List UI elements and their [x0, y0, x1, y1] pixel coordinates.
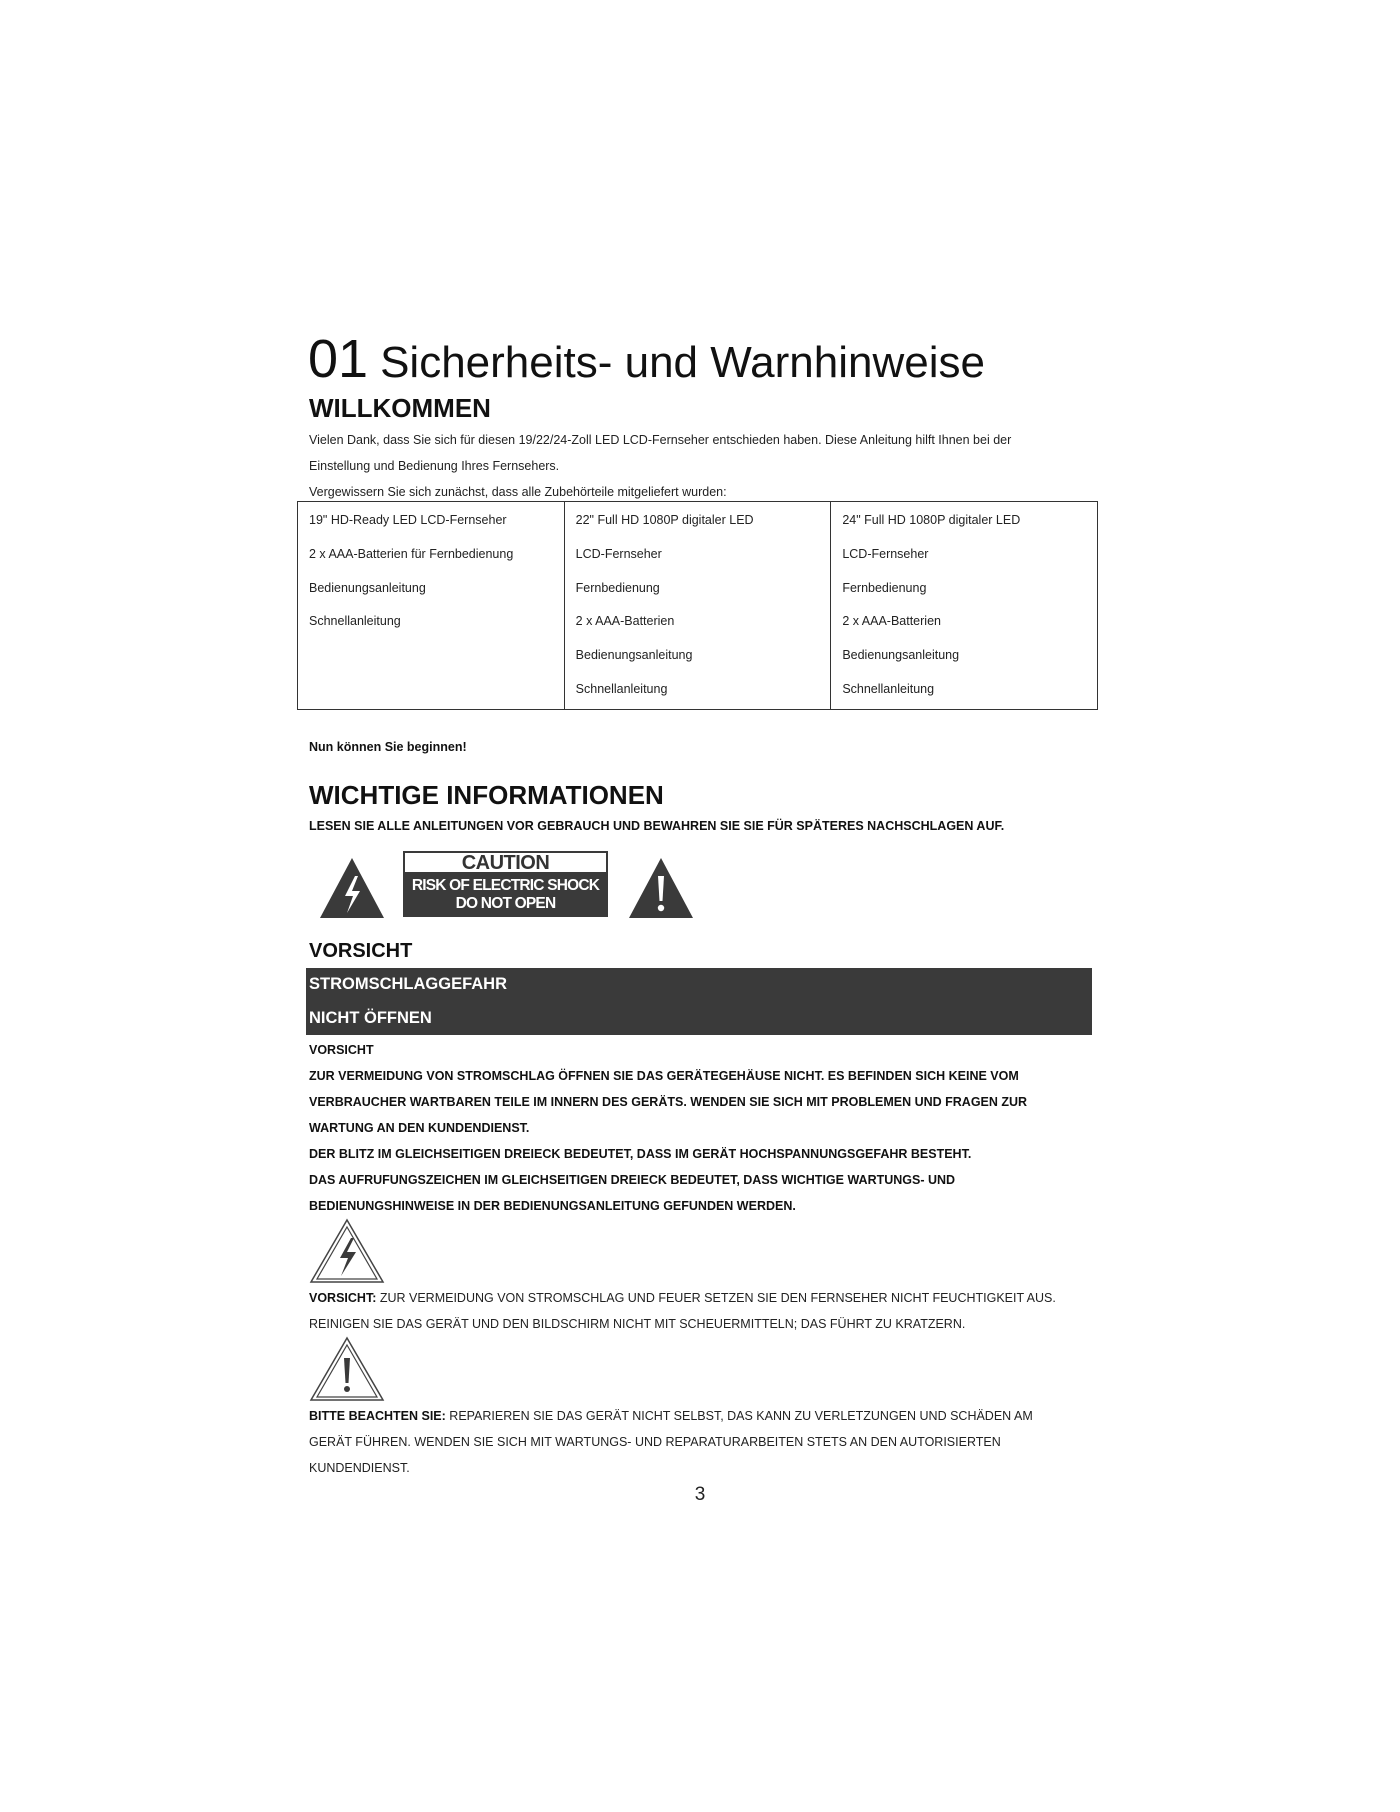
repair-note-label: BITTE BEACHTEN SIE:: [309, 1409, 446, 1423]
list-item: Schnellanleitung: [842, 681, 935, 696]
accessories-column-22: [564, 502, 831, 710]
list-item: Schnellanleitung: [575, 681, 668, 696]
caution-label: [403, 851, 608, 917]
accessories-column-19: [298, 502, 565, 710]
welcome-check-line: Vergewissern Sie sich zunächst, dass alle Zubehörteile mitgeliefert wurden:: [309, 485, 727, 499]
list-item: 19" HD-Ready LED LCD-Fernseher: [309, 513, 507, 527]
moisture-warning-line2: REINIGEN SIE DAS GERÄT UND DEN BILDSCHIRM NICHT MIT SCHEUERMITTELN; DAS FÜHRT ZU KRATZERN.: [309, 1317, 966, 1331]
exclamation-outline-icon: [309, 1336, 385, 1402]
list-item: Schnellanleitung: [309, 614, 401, 629]
exclamation-triangle-icon: [627, 856, 695, 920]
vorsicht-line: DER BLITZ IM GLEICHSEITIGEN DREIECK BEDEUTET, DASS IM GERÄT HOCHSPANNUNGSGEFAHR BESTEHT.: [309, 1147, 972, 1161]
moisture-warning-line1: [309, 1285, 1056, 1311]
accessories-table: [297, 501, 1098, 710]
list-item: Fernbedienung: [575, 580, 660, 595]
ready-text: Nun können Sie beginnen!: [309, 740, 467, 754]
shock-warning-bar: [306, 968, 1092, 1035]
accessories-column-24: [831, 502, 1098, 710]
welcome-intro-line2: Einstellung und Bedienung Ihres Fernsehers.: [309, 459, 560, 473]
list-item: 2 x AAA-Batterien: [842, 614, 941, 629]
vorsicht-line: WARTUNG AN DEN KUNDENDIENST.: [309, 1121, 530, 1135]
vorsicht-line: ZUR VERMEIDUNG VON STROMSCHLAG ÖFFNEN SIE DAS GERÄTEGEHÄUSE NICHT. ES BEFINDEN SICH KEINE VOM: [309, 1069, 1019, 1083]
list-item: Bedienungsanleitung: [309, 580, 426, 595]
chapter-title: Sicherheits- und Warnhinweise: [380, 338, 985, 387]
list-item: Bedienungsanleitung: [575, 648, 693, 663]
repair-note-line1: [309, 1403, 1033, 1429]
vorsicht-line: DAS AUFRUFUNGSZEICHEN IM GLEICHSEITIGEN DREIECK BEDEUTET, DASS WICHTIGE WARTUNGS- UND: [309, 1173, 956, 1187]
list-item: LCD-Fernseher: [575, 546, 662, 561]
caution-label-title: CAUTION: [403, 851, 608, 874]
lightning-triangle-icon: [318, 856, 386, 920]
list-item: LCD-Fernseher: [842, 546, 929, 561]
list-item: 2 x AAA-Batterien für Fernbedienung: [309, 546, 514, 561]
list-item: Fernbedienung: [842, 580, 927, 595]
vorsicht-line: BEDIENUNGSHINWEISE IN DER BEDIENUNGSANLEITUNG GEFUNDEN WERDEN.: [309, 1199, 796, 1213]
shock-warning-line2: NICHT ÖFFNEN: [309, 1008, 432, 1027]
shock-warning-line1: STROMSCHLAGGEFAHR: [309, 975, 507, 993]
caution-label-line1: RISK OF ELECTRIC SHOCK: [411, 877, 600, 894]
page-number: 3: [694, 1484, 706, 1505]
important-subheading: LESEN SIE ALLE ANLEITUNGEN VOR GEBRAUCH UND BEWAHREN SIE SIE FÜR SPÄTERES NACHSCHLAGEN AUF.: [309, 819, 1005, 833]
table-row: [298, 502, 1098, 710]
important-heading: WICHTIGE INFORMATIONEN: [309, 780, 664, 810]
vorsicht-line: VERBRAUCHER WARTBAREN TEILE IM INNERN DES GERÄTS. WENDEN SIE SICH MIT PROBLEMEN UND FRAGEN ZUR: [309, 1095, 1028, 1109]
chapter-heading: [308, 328, 985, 390]
list-item: 2 x AAA-Batterien: [575, 614, 675, 629]
caution-label-body: [403, 874, 608, 917]
moisture-warning-label: VORSICHT:: [309, 1291, 377, 1305]
repair-note-text: REPARIEREN SIE DAS GERÄT NICHT SELBST, DAS KANN ZU VERLETZUNGEN UND SCHÄDEN AM: [445, 1409, 1033, 1423]
lightning-outline-icon: [309, 1218, 385, 1284]
list-item: Bedienungsanleitung: [842, 648, 960, 663]
welcome-intro-line1: Vielen Dank, dass Sie sich für diesen 19/22/24-Zoll LED LCD-Fernseher entschieden haben. Diese Anleitung hilft Ihnen bei der: [309, 433, 1012, 447]
vorsicht-heading: VORSICHT: [309, 940, 413, 962]
repair-note-line2: GERÄT FÜHREN. WENDEN SIE SICH MIT WARTUNGS- UND REPARATURARBEITEN STETS AN DEN AUTORISIERTEN: [309, 1435, 1001, 1449]
vorsicht-small-heading: VORSICHT: [309, 1043, 374, 1057]
moisture-warning-text: ZUR VERMEIDUNG VON STROMSCHLAG UND FEUER SETZEN SIE DEN FERNSEHER NICHT FEUCHTIGKEIT AUS.: [376, 1291, 1056, 1305]
list-item: 22" Full HD 1080P digitaler LED: [575, 513, 754, 527]
list-item: 24" Full HD 1080P digitaler LED: [842, 513, 1021, 527]
welcome-heading: WILLKOMMEN: [309, 393, 491, 423]
repair-note-line3: KUNDENDIENST.: [309, 1461, 410, 1475]
chapter-number: 01: [308, 329, 369, 389]
caution-label-line2: DO NOT OPEN: [455, 895, 556, 912]
